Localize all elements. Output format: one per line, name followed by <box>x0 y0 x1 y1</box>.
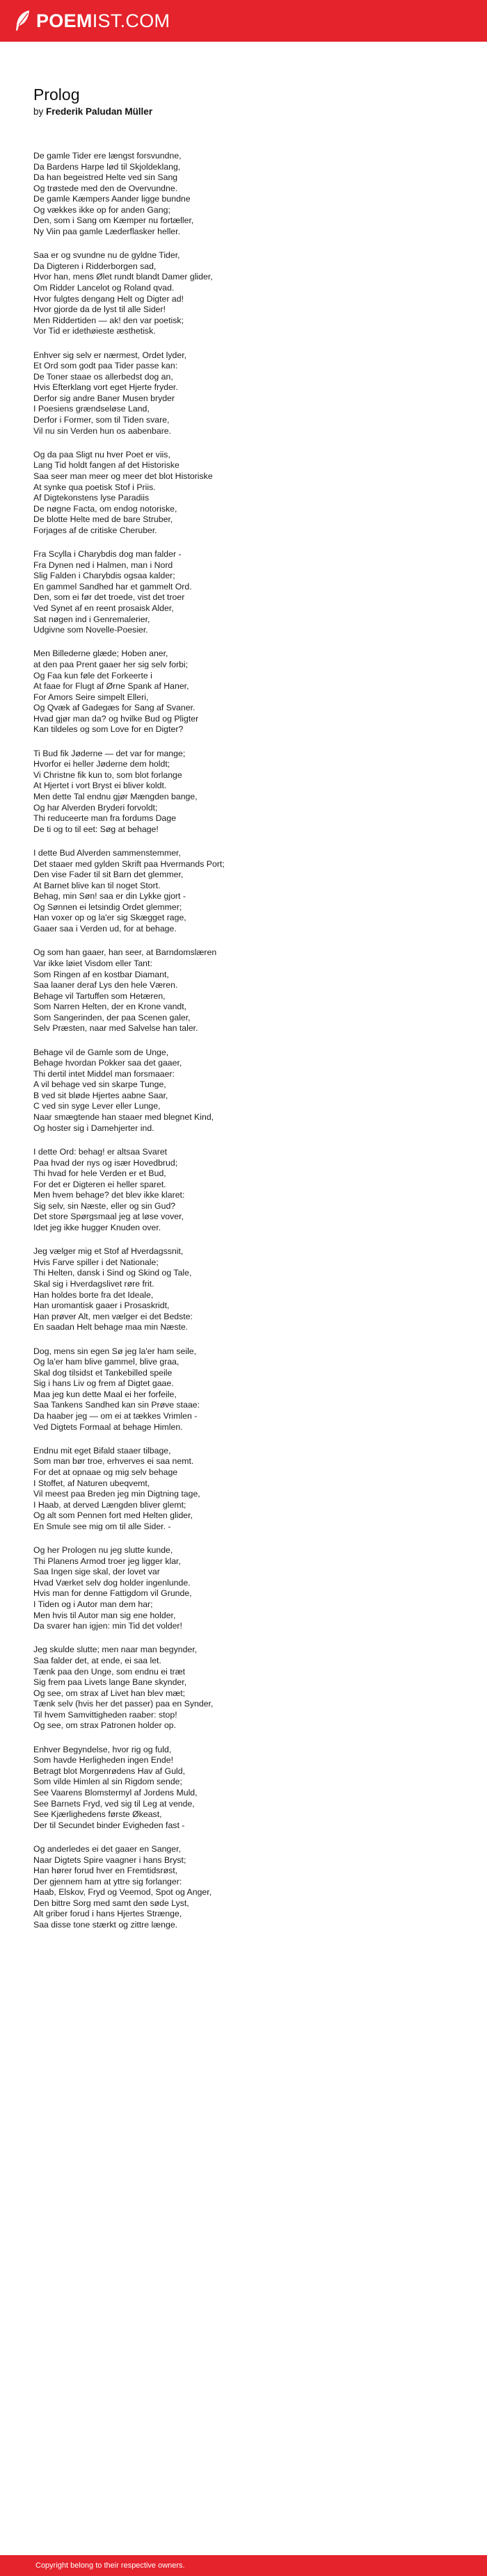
poem-line: Saa laaner deraf Lys den hele Væren. <box>33 980 178 991</box>
poem-line: Det store Spørgsmaal jeg at løse vover, <box>33 1212 184 1222</box>
poem-line: Skal sig i Hverdagslivet røre frit. <box>33 1278 154 1289</box>
poem-line: Enhver sig selv er nærmest, Ordet lyder, <box>33 350 187 360</box>
poem-line: Derfor i Former, som til Tiden svare, <box>33 414 170 425</box>
stanza <box>33 151 465 238</box>
poem-line: See Barnets Fryd, ved sig til Leg at vende, <box>33 1798 195 1809</box>
poem-line: Jeg skulde slutte; men naar man begynder, <box>33 1645 198 1655</box>
poem-line: Behage hvordan Pokker saa det gaaer, <box>33 1058 182 1068</box>
poem-line: De gamle Tider ere længst forsvundne, <box>33 151 182 161</box>
poem-line: Ti Bud fik Jøderne — det var for mange; <box>33 748 186 758</box>
poem-line: Og vækkes ikke op for anden Gang; <box>33 204 170 215</box>
poem-line: Naar Digtets Spire vaagner i hans Bryst; <box>33 1854 186 1865</box>
poem-line: Ved Synet af en reent prosaisk Alder, <box>33 603 174 613</box>
poem-line: Paa hvad der nys og især Hovedbrud; <box>33 1157 178 1168</box>
poem-line: Saa er og svundne nu de gyldne Tider, <box>33 250 180 261</box>
poem-line: Derfor sig andre Baner Musen bryder <box>33 393 175 403</box>
poem-line: Saa Tankens Sandhed kan sin Prøve staae: <box>33 1400 200 1410</box>
stanza <box>33 1346 465 1433</box>
poem-line: Som Ringen af en kostbar Diamant, <box>33 969 169 979</box>
poem-line: Saa disse tone stærkt og zittre længe. <box>33 1919 178 1930</box>
poem-line: A vil behage ved sin skarpe Tunge, <box>33 1079 166 1090</box>
poem-line: Behage vil de Gamle som de Unge, <box>33 1047 169 1057</box>
poem-line: Sig i hans Liv og frem af Digtet gaae. <box>33 1378 174 1389</box>
poem-line: Thi Planens Armod troer jeg ligger klar, <box>33 1556 181 1566</box>
poem-line: I dette Bud Alverden sammenstemmer, <box>33 848 181 858</box>
poem-line: I Stoffet, af Naturen ubeqvemt, <box>33 1478 150 1488</box>
poem-line: Men hvis til Autor man sig ene holder, <box>33 1610 176 1620</box>
poem-line: Han holdes borte fra det Ideale, <box>33 1289 154 1300</box>
stanza <box>33 1844 465 1931</box>
stanza <box>33 749 465 835</box>
poem-line: Haab, Elskov, Fryd og Veemod, Spot og Anger, <box>33 1887 212 1898</box>
poem-line: At faae for Flugt af Ørne Spank af Haner, <box>33 681 189 692</box>
stanza <box>33 1745 465 1832</box>
poem-line: Den, som ei før det troede, vist det troer <box>33 592 185 603</box>
poem-line: Vil nu sin Verden hun os aabenbare. <box>33 425 172 436</box>
poem-line: I dette Ord: behag! er altsaa Svaret <box>33 1146 168 1157</box>
poem-line: Kan tildeles og som Love for en Digter? <box>33 724 184 735</box>
poem-line: Den vise Fader til sit Barn det glemmer, <box>33 870 184 880</box>
poem-line: Jeg vælger mig et Stof af Hverdagssnit, <box>33 1246 184 1257</box>
poem-line: Og trøstede med den de Overvundne. <box>33 183 178 193</box>
stanza <box>33 947 465 1034</box>
poem-line: At synke qua poetisk Stof i Priis. <box>33 482 156 492</box>
byline-prefix: by <box>33 106 44 117</box>
poem-line: Hvor gjorde da de lyst til alle Sider! <box>33 304 166 315</box>
poem-line: Alt griber forud i hans Hjertes Strænge, <box>33 1909 182 1919</box>
poem-line: Behag, min Søn! saa er din Lykke gjort - <box>33 891 186 902</box>
poem-line: Som Sangerinden, der paa Scenen galer, <box>33 1012 191 1022</box>
author-name: Frederik Paludan Müller <box>46 106 153 117</box>
poem-line: Og anderledes ei det gaaer en Sanger, <box>33 1844 181 1854</box>
poem-line: I Haab, at derved Længden bliver glemt; <box>33 1499 186 1510</box>
poem-line: Som man bør troe, erhverves ei saa nemt. <box>33 1456 194 1467</box>
feather-pen-icon <box>14 10 32 32</box>
poem-line: Hvorfor ei heller Jøderne dem holdt; <box>33 759 170 769</box>
poem-line: Men Riddertiden — ak! den var poetisk; <box>33 315 184 325</box>
poem-line: Hvis man for denne Fattigdom vil Grunde, <box>33 1588 192 1599</box>
stanza <box>33 350 465 437</box>
poem-line: Saa seer man meer og meer det blot Historiske <box>33 471 213 482</box>
poem-line: Lang Tid holdt fangen af det Historiske <box>33 460 179 471</box>
poem-line: Der til Secundet binder Evigheden fast - <box>33 1820 185 1830</box>
poem-line: Vil meest paa Breden jeg min Digtning tage, <box>33 1489 200 1499</box>
stanza <box>33 450 465 537</box>
poem-line: En Smule see mig om til alle Sider. - <box>33 1521 171 1531</box>
poem-line: For det er Digteren ei heller sparet. <box>33 1179 166 1189</box>
poem-line: Fra Dynen ned i Halmen, man i Nord <box>33 560 173 570</box>
poem-line: Og her Prologen nu jeg slutte kunde, <box>33 1545 173 1556</box>
poem-line: Og Qvæk af Gadegæs for Sang af Svaner. <box>33 703 195 713</box>
poem-line: Sig selv, sin Næste, eller og sin Gud? <box>33 1200 176 1211</box>
poem-line: Sat nøgen ind i Genremalerier, <box>33 614 150 624</box>
poem-line: De gamle Kæmpers Aander ligge bundne <box>33 194 191 204</box>
poem-line: Da Bardens Harpe lød til Skjoldeklang, <box>33 161 181 172</box>
poem-line: Thi reduceerte man fra fordums Dage <box>33 813 177 824</box>
poem-line: Skal dog tilsidst et Tankebilled speile <box>33 1367 173 1378</box>
poem-line: Hvis Efterklang vort eget Hjerte fryder. <box>33 382 178 393</box>
poem-line: Naar smægtende han staaer med blegnet Kind, <box>33 1112 214 1123</box>
poem-line: Hvad Værket selv dog holder ingenlunde. <box>33 1577 191 1588</box>
poem-line: For Amors Seire simpelt Elleri, <box>33 692 149 702</box>
poem-line: Da han begeistred Helte ved sin Sang <box>33 172 178 183</box>
poem-line: Hvor fulgtes dengang Helt og Digter ad! <box>33 293 184 304</box>
stanza <box>33 1147 465 1234</box>
poem-line: Til hvem Samvittigheden raaber: stop! <box>33 1709 177 1720</box>
stanza <box>33 1545 465 1632</box>
poem-line: Da Digteren i Ridderborgen sad, <box>33 261 157 271</box>
poem-line: Tænk selv (hvis her det passer) paa en Synder, <box>33 1699 214 1709</box>
poem-line: Som vilde Himlen al sin Rigdom sende; <box>33 1777 182 1787</box>
poem-line: Ved Digtets Formaal at behage Himlen. <box>33 1421 183 1432</box>
poem-line: at den paa Prent gaaer her sig selv forbi; <box>33 660 189 670</box>
poem-line: Hvor han, mens Ølet rundt blandt Damer glider, <box>33 272 213 282</box>
poem-line: Men hvem behage? det blev ikke klaret: <box>33 1190 185 1200</box>
stanza <box>33 848 465 935</box>
poem-line: Da svarer han igjen: min Tid det volder! <box>33 1621 182 1631</box>
poem-line: Forjages af de critiske Cheruber. <box>33 525 157 535</box>
stanza <box>33 1645 465 1731</box>
poem-line: Gaaer saa i Verden ud, for at behage. <box>33 924 177 934</box>
poem-line: Han voxer op og la'er sig Skægget rage, <box>33 913 186 923</box>
poem-line: En gammel Sandhed har et gammelt Ord. <box>33 581 192 592</box>
poem-line: For det at opnaae og mig selv behage <box>33 1467 178 1477</box>
poem-line: Og la'er ham blive gammel, blive graa, <box>33 1357 179 1367</box>
poem-line: Saa Ingen sige skal, der lovet var <box>33 1567 160 1577</box>
top-bar <box>0 0 487 42</box>
poem-line: See Vaarens Blomstermyl af Jordens Muld, <box>33 1788 198 1798</box>
poem-line: B ved sit bløde Hjertes aabne Saar, <box>33 1090 168 1100</box>
site-logo[interactable] <box>14 10 170 32</box>
poem-line: Og Faa kun føle det Forkeerte i <box>33 670 152 680</box>
poem-line: De nøgne Facta, om endog notoriske, <box>33 503 177 514</box>
poem-line: Vor Tid er idethøieste æsthetisk. <box>33 326 156 336</box>
poem-line: Thi hvad for hele Verden er et Bud, <box>33 1168 166 1179</box>
poem-line: Tænk paa den Unge, som endnu ei træt <box>33 1666 186 1677</box>
poem-line: Thi dertil intet Middel man forsmaaer: <box>33 1068 175 1079</box>
poem-line: C ved sin syge Lever eller Lunge, <box>33 1101 161 1111</box>
poem-line: Endnu mit eget Bifald staaer tilbage, <box>33 1445 171 1456</box>
poem-line: Og har Alverden Bryderi forvoldt; <box>33 802 158 813</box>
poem-line: Af Digtekonstens lyse Paradiis <box>33 493 150 503</box>
poem-line: En saadan Helt behage maa min Næste. <box>33 1322 189 1332</box>
poem-line: At Hjertet i vort Bryst ei bliver koldt. <box>33 781 167 791</box>
poem-line: Og Sønnen ei letsindig Ordet glemmer; <box>33 902 182 912</box>
poem-line: Enhver Begyndelse, hvor rig og fuld, <box>33 1744 172 1754</box>
stanza <box>33 549 465 636</box>
copyright-text: Copyright belong to their respective owners. <box>35 2561 185 2570</box>
poem-line: See Kjærlighedens første Økeast, <box>33 1809 162 1820</box>
poem-line: Og see, om strax Patronen holder op. <box>33 1720 177 1731</box>
poem-line: De Toner staae os allerbedst dog an, <box>33 371 173 382</box>
poem-line: Et Ord som godt paa Tider passe kan: <box>33 361 178 371</box>
stanza <box>33 1446 465 1533</box>
logo-text <box>36 10 170 32</box>
poem-line: Som Narren Helten, der en Krone vandt, <box>33 1002 187 1012</box>
stanza <box>33 649 465 735</box>
poem-content <box>33 85 465 1943</box>
poem-line: Saa falder det, at ende, ei saa let. <box>33 1656 161 1666</box>
poem-line: Det staaer med gylden Skrift paa Hvermands Port; <box>33 858 225 869</box>
poem-line: Han prøver Alt, men vælger ei det Bedste: <box>33 1311 193 1321</box>
stanza <box>33 1047 465 1134</box>
poem-line: Selv Præsten, naar med Salvelse han taler. <box>33 1023 198 1034</box>
stanza <box>33 1246 465 1333</box>
poem-line: Idet jeg ikke hugger Knuden over. <box>33 1222 161 1232</box>
poem-line: Den, som i Sang om Kæmper nu fortæller, <box>33 215 194 226</box>
poem-line: Og see, om strax af Livet han blev mæt; <box>33 1688 186 1698</box>
poem-line: Men dette Tal endnu gjør Mængden bange, <box>33 792 198 802</box>
poem-line: Var ikke løiet Visdom eller Tant: <box>33 958 152 968</box>
poem-line: Og alt som Pennen fort med Helten glider, <box>33 1510 193 1521</box>
poem-line: Den bittre Sorg med samt den søde Lyst, <box>33 1898 189 1908</box>
poem-line: Behage vil Tartuffen som Hetæren, <box>33 991 166 1001</box>
poem-line: Og hoster sig i Damehjerter ind. <box>33 1123 154 1133</box>
poem-line: Hvis Farve spiller i det Nationale; <box>33 1257 159 1267</box>
poem-line: I Tiden og i Autor man dem har; <box>33 1599 153 1609</box>
poem-line: Ny Viin paa gamle Læderflasker heller. <box>33 226 180 236</box>
poem-line: Der gjennem ham at yttre sig forlanger: <box>33 1876 182 1886</box>
logo-text-light: IST.COM <box>92 10 170 31</box>
poem-line: Fra Scylla i Charybdis dog man falder - <box>33 549 182 560</box>
poem-line: At Barnet blive kan til noget Stort. <box>33 880 161 890</box>
poem-line: Da haaber jeg — om ei at tækkes Vrimlen - <box>33 1410 198 1421</box>
stanza <box>33 250 465 337</box>
poem-title: Prolog <box>33 85 80 104</box>
poem-line: Men Billederne glæde; Hoben aner, <box>33 649 168 659</box>
poem-line: Om Ridder Lancelot og Roland qvad. <box>33 282 175 293</box>
poem-line: Vi Christne fik kun to, som blot forlange <box>33 769 182 780</box>
poem-line: De blotte Helte med de bare Struber, <box>33 514 173 525</box>
poem-line: Han hører forud hver en Fremtidsrøst, <box>33 1866 178 1876</box>
poem-line: De ti og to til eet: Søg at behage! <box>33 824 159 834</box>
poem-line: Og da paa Sligt nu hver Poet er viis, <box>33 449 170 459</box>
poem-line: Som havde Herligheden ingen Ende! <box>33 1755 173 1766</box>
poem-line: Han uromantisk gaaer i Prosaskridt, <box>33 1301 170 1311</box>
poem-line: Udgivne som Novelle-Poesier. <box>33 625 148 635</box>
poem-body <box>33 151 465 1931</box>
poem-line: Dog, mens sin egen Sø jeg la'er ham seile, <box>33 1346 197 1356</box>
byline <box>33 106 465 118</box>
poem-line: Maa jeg kun dette Maal ei her forfeile, <box>33 1389 177 1399</box>
logo-text-bold: POEM <box>36 10 93 31</box>
poem-line: Thi Helten, dansk i Sind og Skind og Tale, <box>33 1268 192 1278</box>
poem-line: Slig Falden i Charybdis ogsaa kalder; <box>33 571 175 581</box>
poem-line: Og som han gaaer, han seer, at Barndomslæren <box>33 947 217 958</box>
poem-line: Hvad gjør man da? og hvilke Bud og Pligter <box>33 713 199 724</box>
footer <box>0 2555 487 2576</box>
poem-line: Sig frem paa Livets lange Bane skynder, <box>33 1677 187 1688</box>
poem-line: I Poesiens grændseløse Land, <box>33 404 150 414</box>
poem-line: Betragt blot Morgenrødens Hav af Guld, <box>33 1766 186 1776</box>
